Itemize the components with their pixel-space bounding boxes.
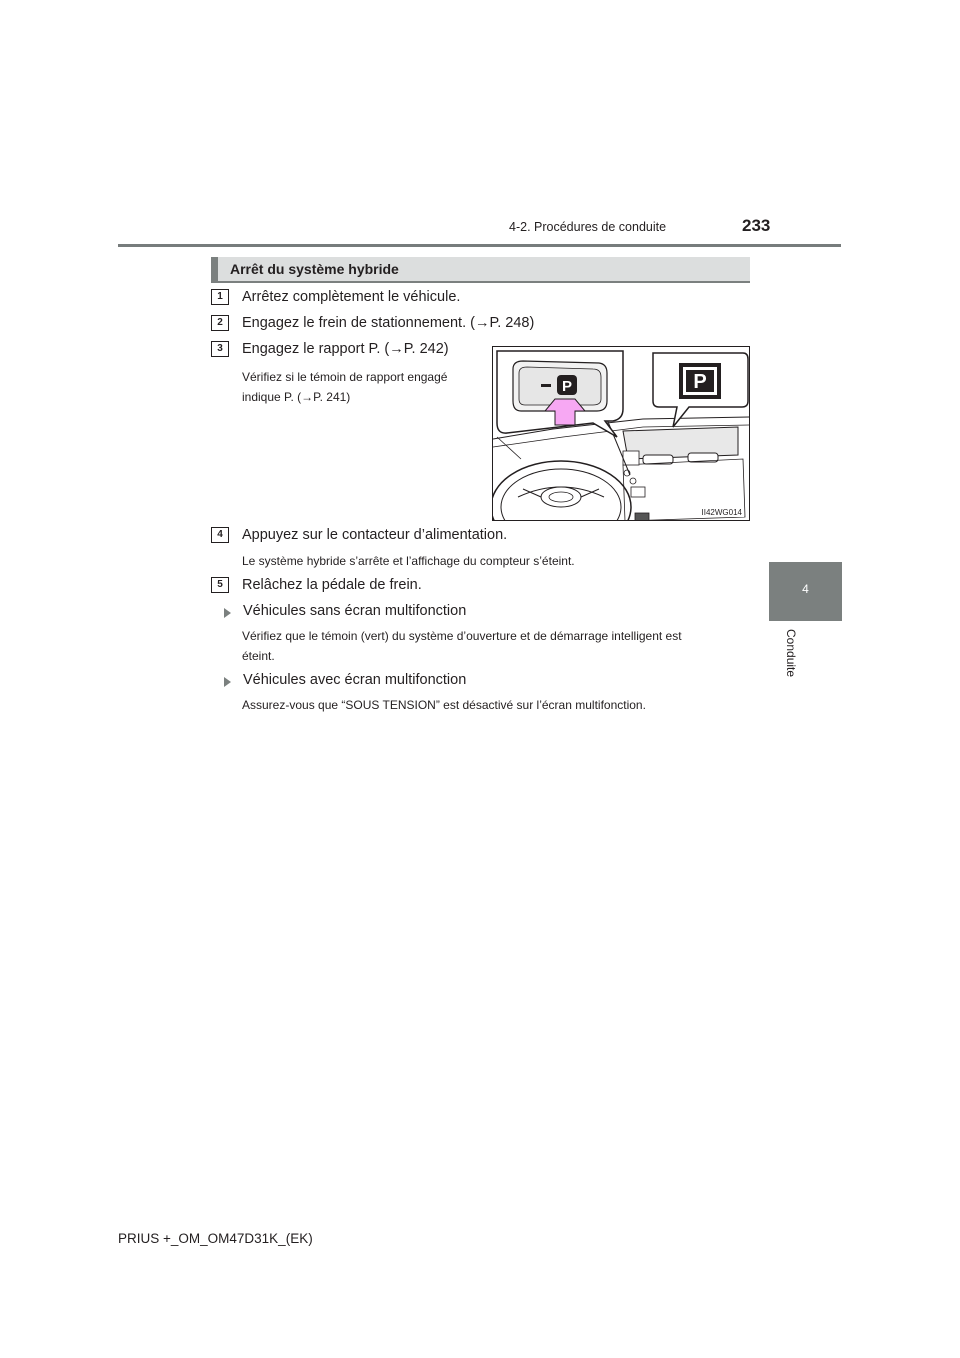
step-number-2: 2 bbox=[211, 315, 229, 331]
chapter-label: Conduite bbox=[784, 629, 798, 678]
bullet-1-note-line-1: Vérifiez que le témoin (vert) du système d’ouverture et de démarrage intelligent est bbox=[242, 629, 682, 643]
p-button-letter: P bbox=[561, 378, 573, 395]
step-text-2: Engagez le frein de stationnement. (→P. 248) bbox=[242, 315, 535, 331]
page-number: 233 bbox=[742, 216, 771, 235]
bullet-text-1: Véhicules sans écran multifonction bbox=[243, 603, 467, 619]
chapter-tab bbox=[769, 562, 842, 621]
step-text-3: Engagez le rapport P. (→P. 242) bbox=[242, 341, 449, 357]
bullet-triangle-icon bbox=[224, 677, 231, 687]
header-section-title: 4-2. Procédures de conduite bbox=[509, 220, 667, 234]
step-3-note-line-2: indique P. (→P. 241) bbox=[242, 390, 351, 404]
bullet-text-2: Véhicules avec écran multifonction bbox=[243, 672, 467, 688]
section-heading-bar bbox=[211, 257, 750, 283]
step-number-4: 4 bbox=[211, 527, 229, 543]
step-number-1: 1 bbox=[211, 289, 229, 305]
step-number-5: 5 bbox=[211, 577, 229, 593]
bullet-1-note-line-2: éteint. bbox=[242, 649, 275, 663]
step-4-note: Le système hybride s’arrête et l’affichage du compteur s’éteint. bbox=[242, 554, 575, 568]
step-3-note-line-1: Vérifiez si le témoin de rapport engagé bbox=[242, 370, 448, 384]
header-divider bbox=[118, 244, 841, 247]
bullet-2-note: Assurez-vous que “SOUS TENSION” est désactivé sur l’écran multifonction. bbox=[242, 698, 646, 712]
dashboard-drawing bbox=[493, 347, 750, 521]
p-indicator-letter: P bbox=[693, 371, 707, 393]
step-text-1: Arrêtez complètement le véhicule. bbox=[242, 289, 461, 305]
step-number-3: 3 bbox=[211, 341, 229, 357]
illustration-code: II42WG014 bbox=[701, 508, 742, 517]
step-text-4: Appuyez sur le contacteur d’alimentation. bbox=[242, 527, 508, 543]
shift-p-illustration bbox=[492, 346, 750, 521]
section-title: Arrêt du système hybride bbox=[230, 261, 399, 277]
step-text-5: Relâchez la pédale de frein. bbox=[242, 577, 422, 593]
footer-doc-id: PRIUS +_OM_OM47D31K_(EK) bbox=[118, 1231, 313, 1246]
bullet-triangle-icon bbox=[224, 608, 231, 618]
chapter-number: 4 bbox=[802, 582, 809, 596]
